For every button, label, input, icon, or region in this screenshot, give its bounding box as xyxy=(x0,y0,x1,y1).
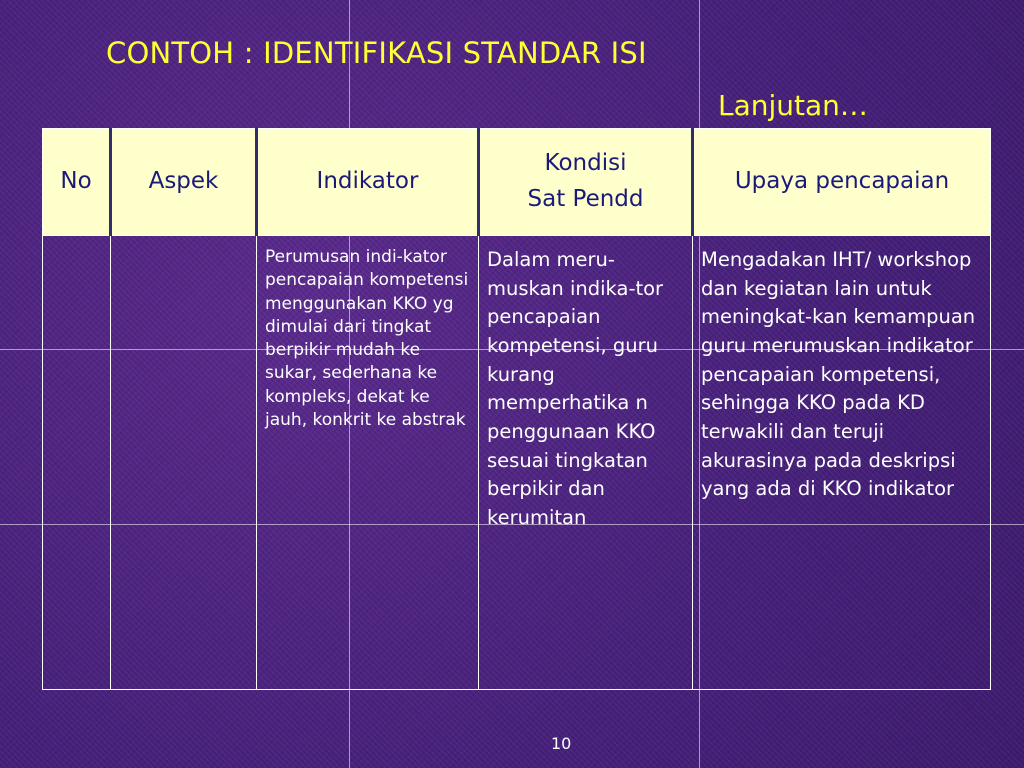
header-kondisi-line1: Kondisi xyxy=(544,150,627,177)
header-kondisi-line2: Sat Pendd xyxy=(527,186,644,212)
standard-table xyxy=(42,128,991,690)
header-indikator: Indikator xyxy=(257,129,479,236)
header-no: No xyxy=(43,129,111,236)
cell-aspek xyxy=(111,236,257,690)
page-number: 10 xyxy=(551,734,572,753)
header-aspek: Aspek xyxy=(111,129,257,236)
cell-indikator: Perumusan indi-kator pencapaian kompetensi menggunakan KKO yg dimulai dari tingkat berpikir mudah ke sukar, sederhana ke kompleks, dekat ke jauh, konkrit ke abstrak xyxy=(257,236,479,690)
slide-subtitle: Lanjutan… xyxy=(718,89,868,122)
table-header-row xyxy=(43,129,991,236)
header-kondisi xyxy=(479,129,693,236)
slide-title: CONTOH : IDENTIFIKASI STANDAR ISI xyxy=(106,36,647,70)
cell-kondisi: Dalam meru-muskan indika-tor pencapaian kompetensi, guru kurang memperhatika n penggunaan KKO sesuai tingkatan berpikir dan kerumitan xyxy=(479,236,693,690)
cell-no xyxy=(43,236,111,690)
table-row xyxy=(43,236,991,690)
cell-upaya: Mengadakan IHT/ workshop dan kegiatan lain untuk meningkat-kan kemampuan guru merumuskan indikator pencapaian kompetensi, sehingga KKO pada KD terwakili dan teruji akurasinya pada deskripsi yang ada di KKO indikator xyxy=(693,236,991,690)
header-upaya: Upaya pencapaian xyxy=(693,129,991,236)
